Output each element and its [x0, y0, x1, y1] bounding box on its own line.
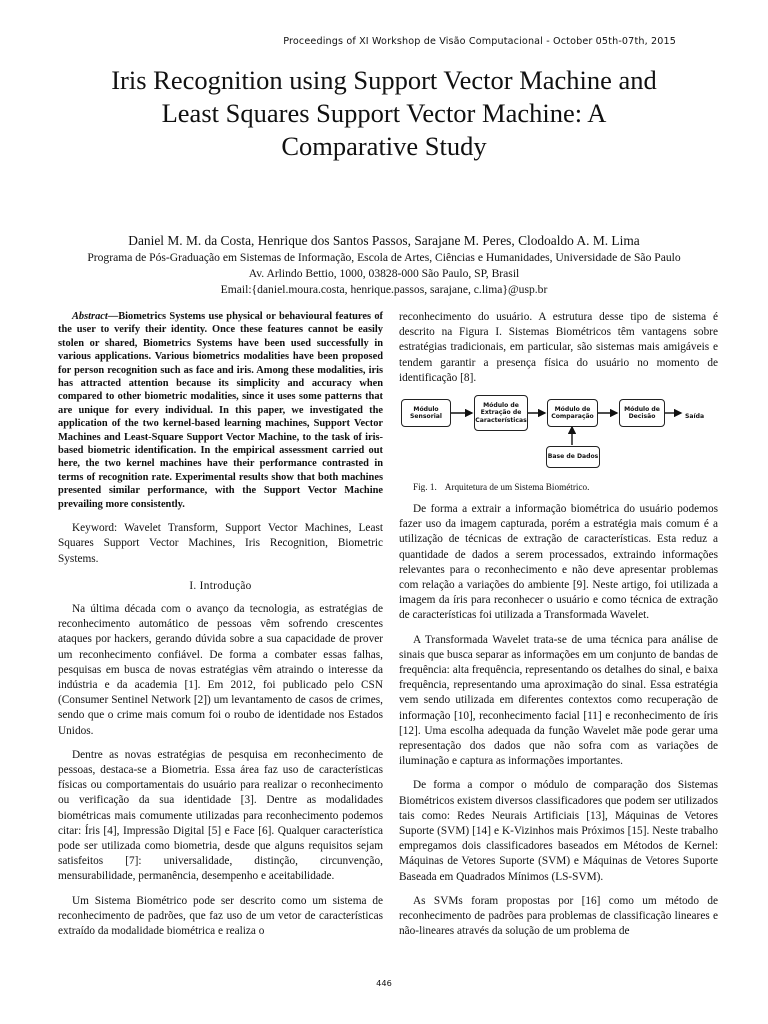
box-decision-module: Módulo de Decisão — [619, 399, 665, 427]
box-comparison-module: Módulo de Comparação — [547, 399, 598, 427]
box-sensor-module: Módulo Sensorial — [401, 399, 451, 427]
right-column — [399, 310, 718, 949]
page-number: 446 — [376, 978, 392, 988]
right-paragraph-0: reconhecimento do usuário. A estrutura desse tipo de sistema é descrito na Figura I. Sistemas Biométricos têm vantagens sobre estratégias tradicionais, em particular, são sistemas mais amigáveis e tendem garantir a presença física do usuário no momento de identificação [8]. — [399, 311, 718, 384]
title-line-1: Iris Recognition using Support Vector Machine and — [111, 65, 657, 95]
left-column — [58, 310, 383, 948]
section-heading-introduction: I. Introdução — [189, 579, 252, 592]
intro-paragraph-3: Um Sistema Biométrico pode ser descrito como um sistema de reconhecimento de padrões, que faz uso de um vetor de características extraído da modalidade biométrica e realiza o — [58, 894, 383, 937]
figure-caption — [399, 481, 718, 493]
figure-caption-number: Fig. 1. — [413, 482, 437, 493]
right-paragraph-1: De forma a extrair a informação biométrica do usuário podemos fazer uso da imagem capturada, porém a estratégia mais comum é a utilização de técnicas de extração de características. Esta reduz a quantidade de dados a serem processados, extraindo informações relevantes para o reconhecimento e não deve apresentar problemas com relação a variações do ambiente [9]. Neste artigo, foi utilizada a imagem da íris para reconhecer o usuário e como técnica de extração de características foi utilizada a Transformada Wavelet. — [399, 503, 718, 622]
figure-caption-text: Arquitetura de um Sistema Biométrico. — [444, 482, 590, 493]
author-email: Email:{daniel.moura.costa, henrique.passos, sarajane, c.lima}@usp.br — [220, 283, 548, 296]
intro-paragraph-2: Dentre as novas estratégias de pesquisa em reconhecimento de pessoas, destaca-se a Biometria. Essa área faz uso de características físicas ou comportamentais do usuário para realizar o reconhecimento ou verificação da sua identidade [3]. Dentre as modalidades biométricas mais comumente utilizadas para reconhecimento podemos citar: Íris [4], Impressão Digital [5] e Face [6]. Qualquer característica pode ser utilizada como biometria, desde que alguns requisitos sejam satisfeitos [7]: universalidade, distinção, circunvenção, mensurabilidade, permanência, desempenho e aceitabilidade. — [58, 748, 383, 883]
abstract-label: Abstract — [72, 311, 108, 322]
abstract — [58, 310, 383, 511]
proceedings-header: Proceedings of XI Workshop de Visão Computacional - October 05th-07th, 2015 — [283, 36, 676, 47]
title-line-2: Least Squares Support Vector Machine: A — [161, 98, 607, 128]
title-line-3: Comparative Study — [281, 131, 487, 161]
right-paragraph-4: As SVMs foram propostas por [16] como um método de reconhecimento de padrões para problemas de classificação lineares e não-lineares através da solução de um problema de — [399, 894, 718, 938]
output-label: Saída — [685, 413, 705, 421]
author-block — [30, 232, 738, 298]
paper-title — [40, 64, 728, 163]
architecture-figure — [399, 395, 718, 475]
author-affiliation: Programa de Pós-Graduação em Sistemas de Informação, Escola de Artes, Ciências e Humanidades, Universidade de São Paulo — [87, 251, 681, 264]
author-address: Av. Arlindo Bettio, 1000, 03828-000 São Paulo, SP, Brasil — [248, 267, 520, 280]
intro-paragraph-1: Na última década com o avanço da tecnologia, as estratégias de reconhecimento automático de pessoas vêm sofrendo crescentes ataques por hackers, gerando dúvida sobre a sua capacidade de prover um reconhecimento confiável. De forma a combater essas falhas, pesquisas em busca de novas estratégias vêm atraindo o interesse da indústria e da academia [1]. Em 2012, foi publicado pelo CSN (Consumer Sentinel Network [2]) um levantamento de casos de crimes, sendo que o crime mais comum foi o roubo de identidade nos Estados Unidos. — [58, 602, 383, 737]
abstract-text: —Biometrics Systems use physical or behavioural features of the user to verify their identity. Once these features cannot be easily stolen or shared, Biometrics Systems have been used successfully in various applications. Various biometrics modalities have been proposed for person recognition such as face and iris. Among these modalities, iris has attracted attention because its simplicity and accuracy when compared to other biometric modalities, since it uses some patterns that are unique for every individual. In this paper, we investigated the application of the two kernel-based learning machines, Support Vector Machines and Least-Square Support Vector Machine, to the task of iris-based biometric identification. In the empirical assessment carried out here, the two kernel machines have their performance contrasted in terms of recognition rate. Experimental results show that both machines presented similar performance, with the Support Vector Machine prevailing more consistently. — [58, 311, 383, 510]
keywords: Keyword: Wavelet Transform, Support Vector Machines, Least Squares Support Vector Machines, Iris Recognition, Biometric Systems. — [58, 522, 383, 565]
author-names: Daniel M. M. da Costa, Henrique dos Santos Passos, Sarajane M. Peres, Clodoaldo A. M. Lima — [128, 233, 640, 248]
box-feature-extraction-module: Módulo de Extração de Características — [474, 395, 528, 431]
right-paragraph-3: De forma a compor o módulo de comparação dos Sistemas Biométricos existem diversos classificadores que podem ser utilizados tais como: Redes Neurais Artificiais [13], Máquinas de Vetores Suporte (SVM) [14] e K-Vizinhos mais Próximos [15]. Neste trabalho empregamos dois classificadores baseados em Métodos de Kernel: Máquinas de Vetores Suporte (SVM) e Máquinas de Vetores Suporte Baseada em Quadrados Mínimos (LS-SVM). — [399, 779, 718, 883]
box-database: Base de Dados — [546, 446, 600, 468]
right-paragraph-2: A Transformada Wavelet trata-se de uma técnica para análise de sinais que busca separar as informações em um conjunto de bandas de frequência: alta frequência, representando os detalhes do sinal, e baixa frequência, representando uma aproximação do sinal. Essa estratégia vem sendo utilizada em diferentes contextos como recuperação de informação [10], reconhecimento facial [11] e reconhecimento de íris [12]. Uma escolha adequada da função Wavelet mãe pode gerar uma representação dos dados que não sofra com as variações de iluminação e captura as informações importantes. — [399, 633, 718, 768]
